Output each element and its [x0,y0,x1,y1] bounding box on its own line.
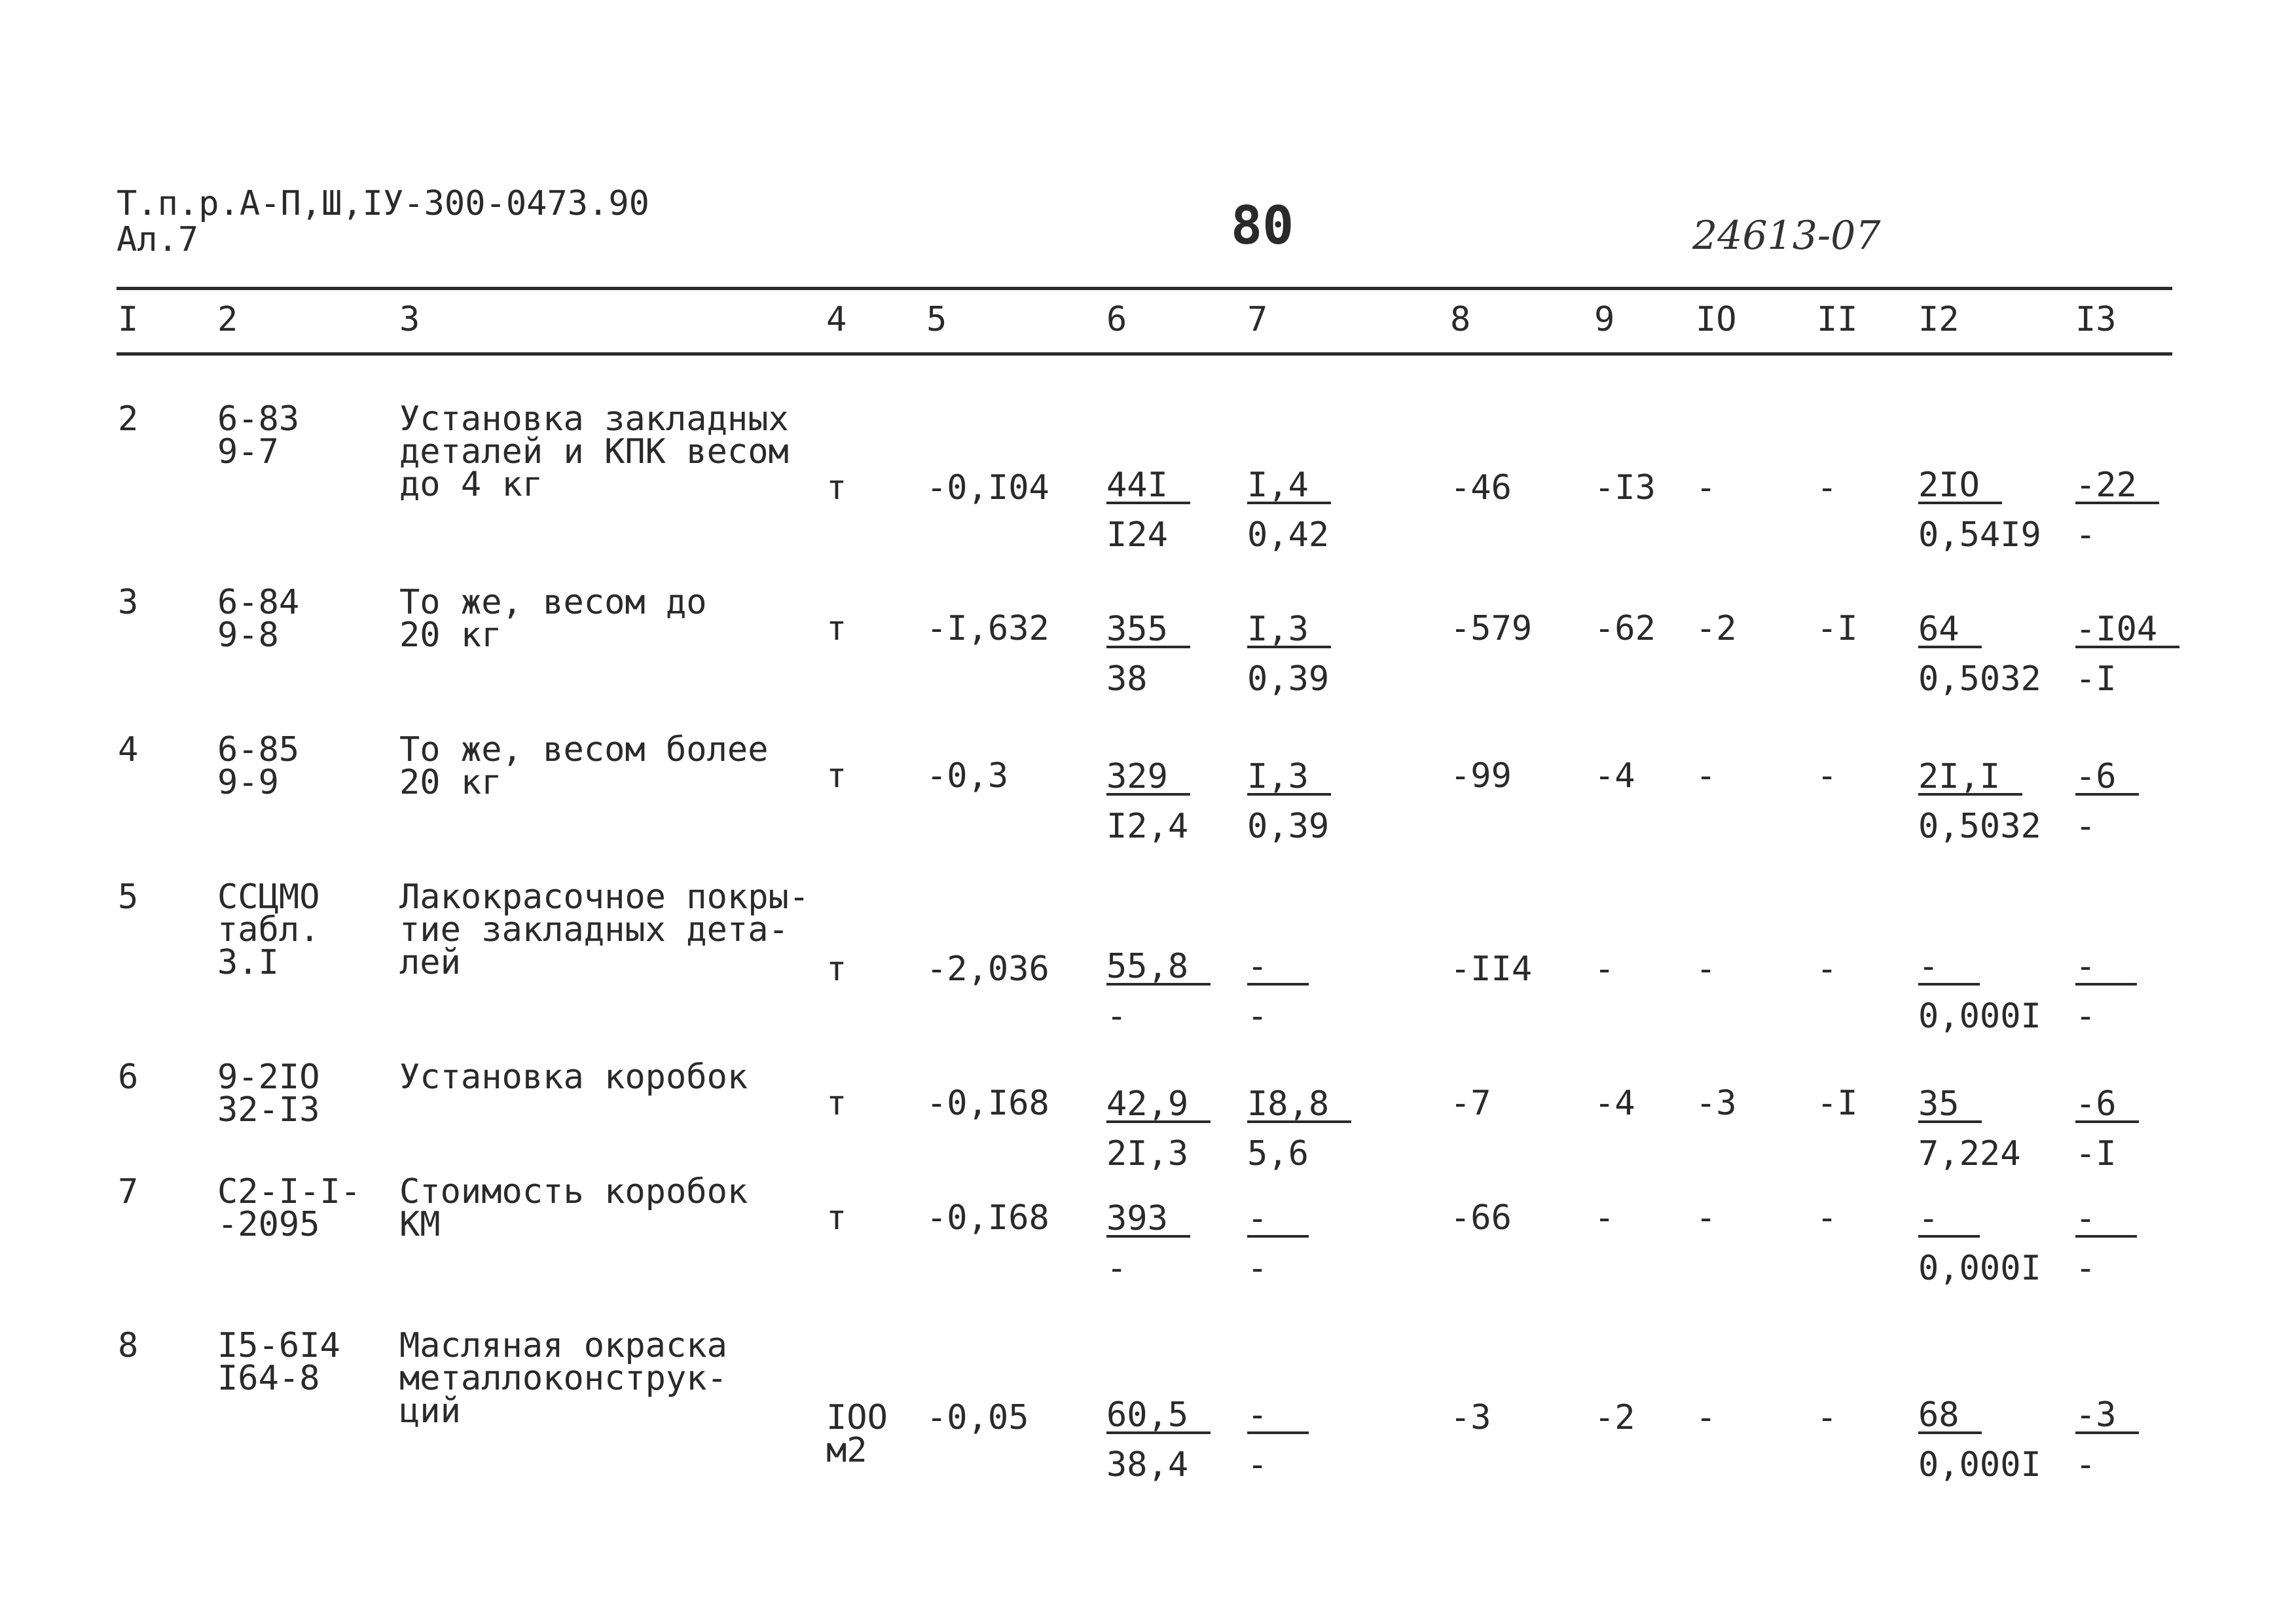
value-col7-numerator: - [1247,1202,1309,1238]
column-header-1: I [118,300,139,339]
column-header-2: 2 [217,300,238,339]
value-col12-denominator: 0,000I [1918,1445,2041,1485]
unit: т [826,609,847,648]
value-col7-denominator: 0,39 [1247,807,1330,846]
value-col6-numerator: 329 [1106,760,1190,796]
value-col12-numerator: - [1918,1202,1980,1238]
value-col13-numerator: - [2075,950,2137,986]
row-number: 4 [118,730,139,769]
value-col12-denominator: 0,000I [1918,1249,2041,1288]
value-col6 [1106,947,1211,1036]
value-col11: -I [1817,1084,1858,1123]
value-col12-denominator: 0,000I [1918,997,2041,1036]
unit: т [826,1084,847,1123]
value-col13-denominator: - [2075,1249,2096,1288]
row-number: 8 [118,1326,139,1365]
value-col7-denominator: 0,42 [1247,515,1330,555]
value-col6 [1106,1395,1211,1485]
value-col13 [2075,947,2137,1036]
value-col6-denominator: 38 [1106,659,1148,699]
norm-code: I5-6I4 I64-8 [217,1326,340,1398]
column-header-5: 5 [926,300,947,339]
norm-code: 6-85 9-9 [217,730,300,802]
value-col8: -66 [1450,1198,1512,1238]
value-col6 [1106,1084,1211,1173]
value-col7 [1247,1084,1351,1173]
value-col7 [1247,947,1309,1036]
value-col6-denominator: I24 [1106,515,1168,555]
value-col12-numerator: 2IO [1918,469,2002,504]
quantity: -2,036 [926,950,1049,989]
column-header-6: 6 [1106,300,1127,339]
work-description: Установка закладных деталей и КПК весом до 4 кг [399,399,789,504]
unit: т [826,950,847,989]
quantity: -0,I04 [926,468,1049,507]
value-col6-denominator: 2I,3 [1106,1134,1189,1173]
value-col7 [1247,1199,1309,1288]
value-col6-numerator: 55,8 [1106,950,1211,986]
value-col7 [1247,757,1331,846]
value-col13 [2075,610,2179,699]
value-col7-numerator: I8,8 [1247,1088,1351,1123]
unit: IOO м2 [826,1398,888,1470]
value-col7-numerator: - [1247,1399,1309,1434]
value-col7 [1247,610,1331,699]
value-col10: - [1696,1398,1717,1437]
work-description: Установка коробок [399,1058,748,1097]
value-col10: - [1696,950,1717,989]
value-col12 [1918,1199,2041,1288]
value-col8: -II4 [1450,950,1533,989]
value-col6-numerator: 42,9 [1106,1088,1211,1123]
value-col13 [2075,757,2139,846]
norm-code: ССЦМО табл. 3.I [217,877,320,982]
value-col7 [1247,1395,1309,1485]
value-col13-denominator: -I [2075,659,2117,699]
value-col7-numerator: I,3 [1247,760,1331,796]
value-col11: - [1817,1198,1838,1238]
value-col7-denominator: 5,6 [1247,1134,1309,1173]
value-col7-denominator: - [1247,1445,1268,1485]
value-col7-denominator: - [1247,1249,1268,1288]
value-col12-denominator: 0,54I9 [1918,515,2041,555]
value-col9: - [1594,1198,1615,1238]
value-col8: -579 [1450,609,1533,648]
norm-code: 6-83 9-7 [217,399,300,471]
work-description: Масляная окраска металлоконструк- ций [399,1326,727,1431]
value-col13-denominator: - [2075,1445,2096,1485]
work-description: Лакокрасочное покры- тие закладных дета- лей [399,877,810,982]
value-col13 [2075,1084,2139,1173]
norm-code: 6-84 9-8 [217,583,300,655]
column-header-7: 7 [1247,300,1268,339]
value-col10: - [1696,1198,1717,1238]
value-col6 [1106,1199,1190,1288]
value-col11: - [1817,468,1838,507]
value-col13-denominator: -I [2075,1134,2117,1173]
header-top-rule [117,287,2172,290]
value-col12 [1918,947,2041,1036]
value-col12-denominator: 0,5032 [1918,807,2041,846]
value-col13-numerator: - [2075,1202,2137,1238]
value-col11: - [1817,756,1838,796]
column-header-12: I2 [1918,300,1959,339]
value-col12-denominator: 0,5032 [1918,659,2041,699]
value-col11: - [1817,950,1838,989]
value-col13 [2075,466,2159,555]
value-col13-denominator: - [2075,997,2096,1036]
value-col12-denominator: 7,224 [1918,1134,2021,1173]
value-col13-denominator: - [2075,807,2096,846]
value-col9: - [1594,950,1615,989]
quantity: -0,I68 [926,1198,1049,1238]
value-col13-numerator: -6 [2075,760,2139,796]
value-col6 [1106,466,1190,555]
work-description: Стоимость коробок КМ [399,1172,748,1244]
value-col6-denominator: I2,4 [1106,807,1189,846]
value-col6-numerator: 60,5 [1106,1399,1211,1434]
value-col6-numerator: 355 [1106,613,1190,648]
value-col8: -7 [1450,1084,1491,1123]
value-col13-numerator: -3 [2075,1399,2139,1434]
quantity: -0,3 [926,756,1009,796]
value-col10: - [1696,468,1717,507]
work-description: То же, весом более 20 кг [399,730,769,802]
row-number: 2 [118,399,139,439]
value-col12-numerator: - [1918,950,1980,986]
value-col6-denominator: 38,4 [1106,1445,1189,1485]
column-header-4: 4 [826,300,847,339]
norm-code: С2-I-I- -2095 [217,1172,361,1244]
value-col6-numerator: 393 [1106,1202,1190,1238]
unit: т [826,756,847,796]
value-col6-denominator: - [1106,997,1127,1036]
value-col9: -62 [1594,609,1656,648]
work-description: То же, весом до 20 кг [399,583,707,655]
value-col11: -I [1817,609,1858,648]
value-col12 [1918,610,2041,699]
column-header-8: 8 [1450,300,1471,339]
row-number: 3 [118,583,139,622]
value-col10: - [1696,756,1717,796]
value-col9: -4 [1594,1084,1635,1123]
unit: т [826,1198,847,1238]
value-col13-numerator: -6 [2075,1088,2139,1123]
inventory-number: 24613-07 [1692,213,1881,259]
value-col9: -I3 [1594,468,1656,507]
value-col13-numerator: -I04 [2075,613,2179,648]
value-col7-numerator: - [1247,950,1309,986]
value-col7-denominator: 0,39 [1247,659,1330,699]
value-col9: -2 [1594,1398,1635,1437]
value-col8: -3 [1450,1398,1491,1437]
value-col6 [1106,757,1190,846]
column-header-10: IO [1696,300,1737,339]
header-bottom-rule [117,352,2172,356]
value-col8: -99 [1450,756,1512,796]
quantity: -0,05 [926,1398,1029,1437]
value-col10: -2 [1696,609,1737,648]
value-col8: -46 [1450,468,1512,507]
value-col12 [1918,1395,2041,1485]
value-col7-numerator: I,4 [1247,469,1331,504]
value-col6-denominator: - [1106,1249,1127,1288]
value-col7-denominator: - [1247,997,1268,1036]
value-col7 [1247,466,1331,555]
value-col12 [1918,466,2041,555]
row-number: 5 [118,877,139,917]
value-col12-numerator: 64 [1918,613,1982,648]
value-col12 [1918,757,2041,846]
value-col12-numerator: 35 [1918,1088,1982,1123]
unit: т [826,468,847,507]
value-col12-numerator: 68 [1918,1399,1982,1434]
value-col9: -4 [1594,756,1635,796]
value-col13-denominator: - [2075,515,2096,555]
norm-code: 9-2IO 32-I3 [217,1058,320,1130]
value-col7-numerator: I,3 [1247,613,1331,648]
value-col6 [1106,610,1190,699]
column-header-13: I3 [2075,300,2117,339]
column-header-3: 3 [399,300,420,339]
value-col13-numerator: -22 [2075,469,2159,504]
column-header-11: II [1817,300,1858,339]
value-col6-numerator: 44I [1106,469,1190,504]
document-code: Т.п.р.А-П,Ш,IУ-300-0473.90 [117,184,649,223]
value-col13 [2075,1199,2137,1288]
value-col10: -3 [1696,1084,1737,1123]
row-number: 6 [118,1058,139,1097]
sheet-label: Ал.7 [117,220,199,259]
quantity: -I,632 [926,609,1049,648]
page-number: 80 [1231,195,1294,256]
value-col12 [1918,1084,2021,1173]
value-col11: - [1817,1398,1838,1437]
value-col13 [2075,1395,2139,1485]
value-col12-numerator: 2I,I [1918,760,2022,796]
column-header-9: 9 [1594,300,1615,339]
quantity: -0,I68 [926,1084,1049,1123]
row-number: 7 [118,1172,139,1211]
